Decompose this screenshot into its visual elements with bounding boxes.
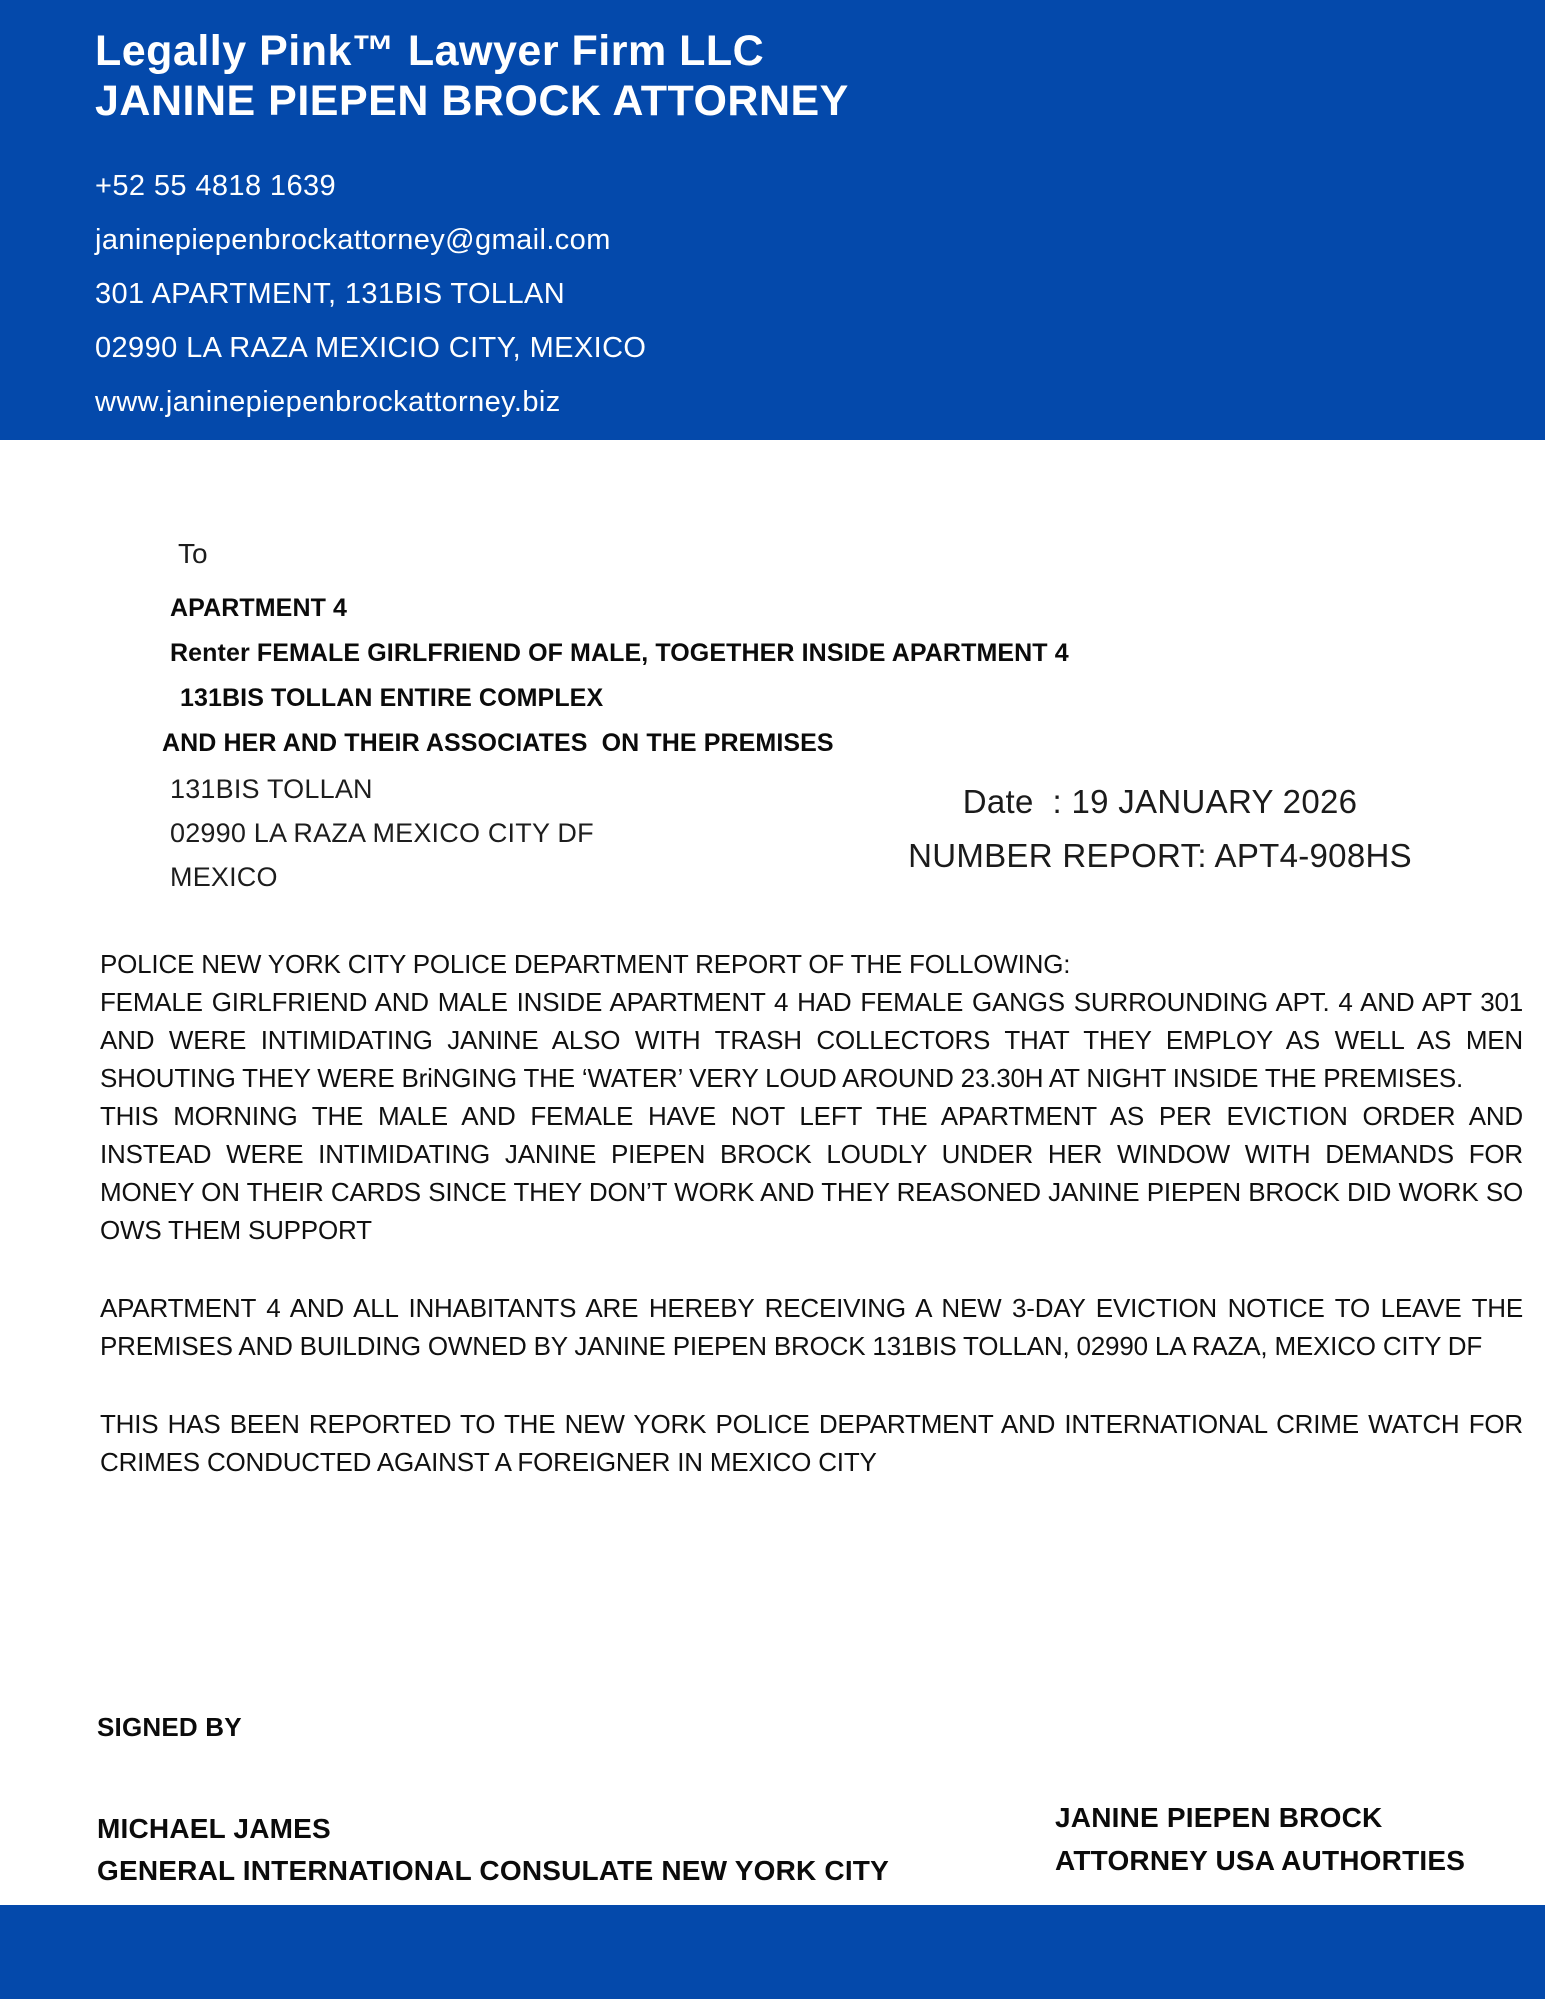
recipient-address-line-3: MEXICO	[170, 862, 278, 892]
signed-by-label: SIGNED BY	[97, 1712, 242, 1742]
body-paragraph-morning: THIS MORNING THE MALE AND FEMALE HAVE NOT LEFT THE APARTMENT AS PER EVICTION ORDER AND INSTEAD WERE INTIMIDATING JANINE PIEPEN BROCK LOUDLY UNDER HER WINDOW WITH DEMANDS FOR MONEY ON THEIR CARDS SINCE THEY DON’T WORK AND THEY REASONED JANINE PIEPEN BROCK DID WORK SO OWS THEM SUPPORT	[100, 1101, 1523, 1245]
city-address: 02990 LA RAZA MEXICIO CITY, MEXICO	[95, 332, 647, 364]
bottom-accent-bar	[0, 1905, 1545, 1999]
signer-left-name: MICHAEL JAMES	[97, 1813, 331, 1844]
body-paragraph-eviction: APARTMENT 4 AND ALL INHABITANTS ARE HEREBY RECEIVING A NEW 3-DAY EVICTION NOTICE TO LEAVE THE PREMISES AND BUILDING OWNED BY JANINE PIEPEN BROCK 131BIS TOLLAN, 02990 LA RAZA, MEXICO CITY DF	[100, 1293, 1523, 1361]
recipient-associates-line: AND HER AND THEIR ASSOCIATES ON THE PREMISES	[162, 729, 834, 757]
signer-right-block	[1055, 1796, 1465, 1882]
report-number: NUMBER REPORT: APT4-908HS	[908, 837, 1412, 874]
recipient-address-line-2: 02990 LA RAZA MEXICO CITY DF	[170, 818, 594, 848]
signer-left-title: GENERAL INTERNATIONAL CONSULATE NEW YORK CITY	[97, 1855, 889, 1886]
body-paragraph-incident: FEMALE GIRLFRIEND AND MALE INSIDE APARTMENT 4 HAD FEMALE GANGS SURROUNDING APT. 4 AND APT 301 AND WERE INTIMIDATING JANINE ALSO WITH TRASH COLLECTORS THAT THEY EMPLOY AS WELL AS MEN SHOUTING THEY WERE BriNGING THE ‘WATER’ VERY LOUD AROUND 23.30H AT NIGHT INSIDE THE PREMISES.	[100, 987, 1523, 1093]
signer-right-title: ATTORNEY USA AUTHORTIES	[1055, 1845, 1466, 1876]
letterhead	[0, 0, 1545, 440]
report-date: Date : 19 JANUARY 2026	[962, 783, 1358, 820]
signer-left-block	[97, 1808, 889, 1892]
phone-number: +52 55 4818 1639	[95, 170, 337, 202]
recipient-name: APARTMENT 4	[170, 594, 348, 622]
recipient-renter-line: Renter FEMALE GIRLFRIEND OF MALE, TOGETHER INSIDE APARTMENT 4	[170, 639, 1069, 667]
report-meta-block	[880, 775, 1440, 883]
to-label: To	[178, 538, 208, 569]
signer-right-name: JANINE PIEPEN BROCK	[1055, 1802, 1383, 1833]
recipient-complex-line: 131BIS TOLLAN ENTIRE COMPLEX	[180, 684, 604, 712]
body-intro-line: POLICE NEW YORK CITY POLICE DEPARTMENT REPORT OF THE FOLLOWING:	[100, 949, 1071, 979]
recipient-address-line-1: 131BIS TOLLAN	[170, 774, 373, 804]
body-paragraph-reported: THIS HAS BEEN REPORTED TO THE NEW YORK POLICE DEPARTMENT AND INTERNATIONAL CRIME WATCH FOR CRIMES CONDUCTED AGAINST A FOREIGNER IN MEXICO CITY	[100, 1409, 1523, 1477]
firm-name: Legally Pink™ Lawyer Firm LLC	[95, 27, 765, 75]
letter-body	[100, 945, 1545, 1481]
email-address: janinepiepenbrockattorney@gmail.com	[95, 224, 611, 256]
street-address: 301 APARTMENT, 131BIS TOLLAN	[95, 278, 566, 310]
attorney-name: JANINE PIEPEN BROCK ATTORNEY	[95, 77, 849, 125]
website-url: www.janinepiepenbrockattorney.biz	[95, 386, 561, 418]
letter-content	[0, 538, 1545, 1481]
